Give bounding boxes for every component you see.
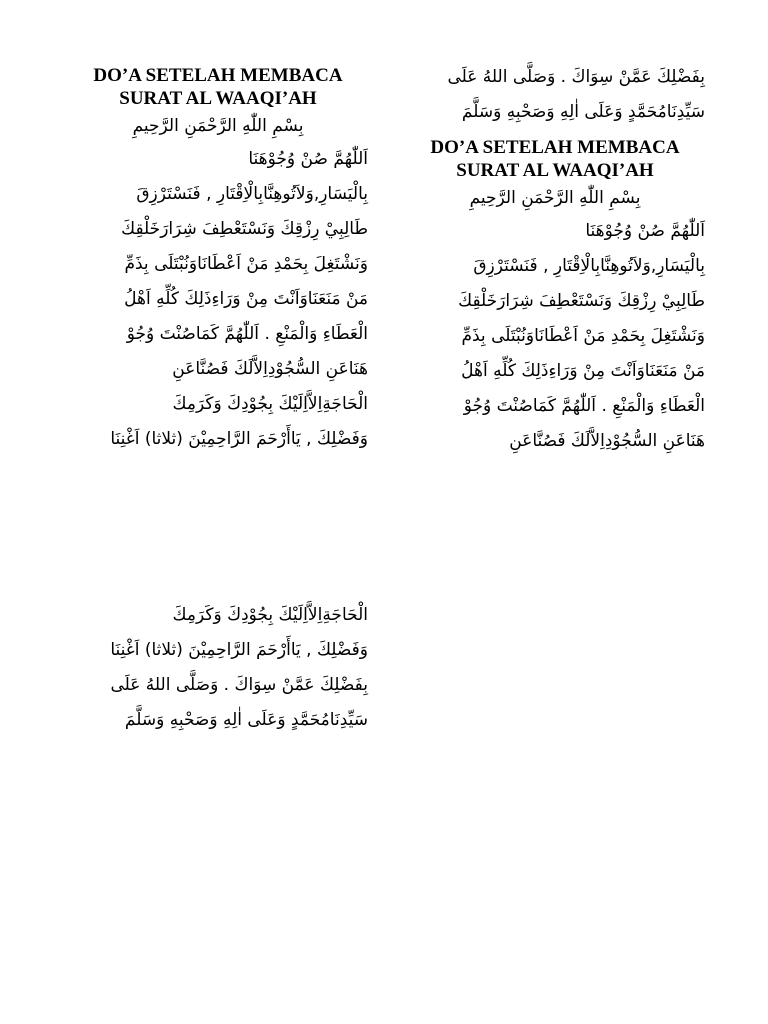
left-top-title-line1: DO’A SETELAH MEMBACA <box>93 65 343 86</box>
prayer-line: بِفَضْلِكَ عَمَّنْ سِوَاكَ . وَصَلَّى اللهُ عَلَى <box>110 675 368 695</box>
prayer-line: هَنَاعَنِ السُّجُوْدِاِلاَّلَكَ فَصُنَّاعَنِ <box>172 359 368 379</box>
right-top-closing-text <box>405 60 705 130</box>
right-top-prayer-text <box>405 214 705 459</box>
prayer-line: الْحَاجَةِاِلاَّاِلَيْكَ بِجُوْدِكَ وَكَرَمِكَ <box>172 605 368 625</box>
right-top-title-line1: DO’A SETELAH MEMBACA <box>430 137 680 158</box>
prayer-line: وَنَشْتَغِلَ بِحَمْدِ مَنْ اَعْطَانَاوَنُبْتَلَى بِذَمِّ <box>124 254 368 274</box>
prayer-line: مَنْ مَنَعَنَاوَاَنْتَ مِنْ وَرَاءِذَلِكَ كُلِّهِ اَهْلُ <box>124 289 368 309</box>
prayer-line: الْعَطَاءِ وَالْمَنْعِ . اَللّٰهُمَّ كَمَاصُنْتَ وُجُوْ <box>463 396 705 416</box>
left-top-title <box>68 64 368 110</box>
prayer-line: سَيِّدِنَامُحَمَّدٍ وَعَلَى اٰلِهِ وَصَحْبِهِ وَسَلَّمَ <box>461 102 705 122</box>
prayer-line: مَنْ مَنَعَنَاوَاَنْتَ مِنْ وَرَاءِذَلِكَ كُلِّهِ اَهْلُ <box>461 361 705 381</box>
left-bottom-prayer-text <box>68 598 368 738</box>
left-top-block <box>68 64 368 457</box>
prayer-line: اَللّٰهُمَّ صُنْ وُجُوْهَنَا <box>248 149 368 169</box>
right-top-title-line2: SURAT AL WAAQI’AH <box>456 160 654 181</box>
left-top-basmala: بِسْمِ اللّٰهِ الرَّحْمَنِ الرَّحِيمِ <box>132 116 304 136</box>
prayer-line: وَنَشْتَغِلَ بِحَمْدِ مَنْ اَعْطَانَاوَنُبْتَلَى بِذَمِّ <box>461 326 705 346</box>
prayer-line: بِفَضْلِكَ عَمَّنْ سِوَاكَ . وَصَلَّى اللهُ عَلَى <box>447 67 705 87</box>
right-top-title <box>405 136 705 182</box>
prayer-line: الْحَاجَةِاِلاَّاِلَيْكَ بِجُوْدِكَ وَكَرَمِكَ <box>172 394 368 414</box>
prayer-line: سَيِّدِنَامُحَمَّدٍ وَعَلَى اٰلِهِ وَصَحْبِهِ وَسَلَّمَ <box>124 710 368 730</box>
prayer-line: بِالْيَسَارِ,وَلاَتُوهِنَّابِالْاِقْتَارِ , فَنَسْتَرْزِقَ <box>136 184 368 204</box>
prayer-line: بِالْيَسَارِ,وَلاَتُوهِنَّابِالْاِقْتَارِ , فَنَسْتَرْزِقَ <box>473 256 705 276</box>
prayer-line: هَنَاعَنِ السُّجُوْدِاِلاَّلَكَ فَصُنَّاعَنِ <box>509 431 705 451</box>
prayer-line: الْعَطَاءِ وَالْمَنْعِ . اَللّٰهُمَّ كَمَاصُنْتَ وُجُوْ <box>126 324 368 344</box>
prayer-line: اَللّٰهُمَّ صُنْ وُجُوْهَنَا <box>585 221 705 241</box>
right-top-basmala: بِسْمِ اللّٰهِ الرَّحْمَنِ الرَّحِيمِ <box>469 188 641 208</box>
prayer-line: وَفَضْلِكَ , يَاأَرْحَمَ الرَّاحِمِيْنَ (ثلاثا) اَغْنِنَا <box>110 640 368 660</box>
prayer-line: وَفَضْلِكَ , يَاأَرْحَمَ الرَّاحِمِيْنَ (ثلاثا) اَغْنِنَا <box>110 429 368 449</box>
left-top-prayer-text <box>68 142 368 457</box>
left-top-title-line2: SURAT AL WAAQI’AH <box>119 88 317 109</box>
left-bottom-block <box>68 598 368 738</box>
prayer-line: طَالِبِيْ رِزْقِكَ وَنَسْتَعْطِفَ شِرَارَخَلْقِكَ <box>458 291 705 311</box>
right-top-block <box>405 60 705 459</box>
prayer-line: طَالِبِيْ رِزْقِكَ وَنَسْتَعْطِفَ شِرَارَخَلْقِكَ <box>121 219 368 239</box>
